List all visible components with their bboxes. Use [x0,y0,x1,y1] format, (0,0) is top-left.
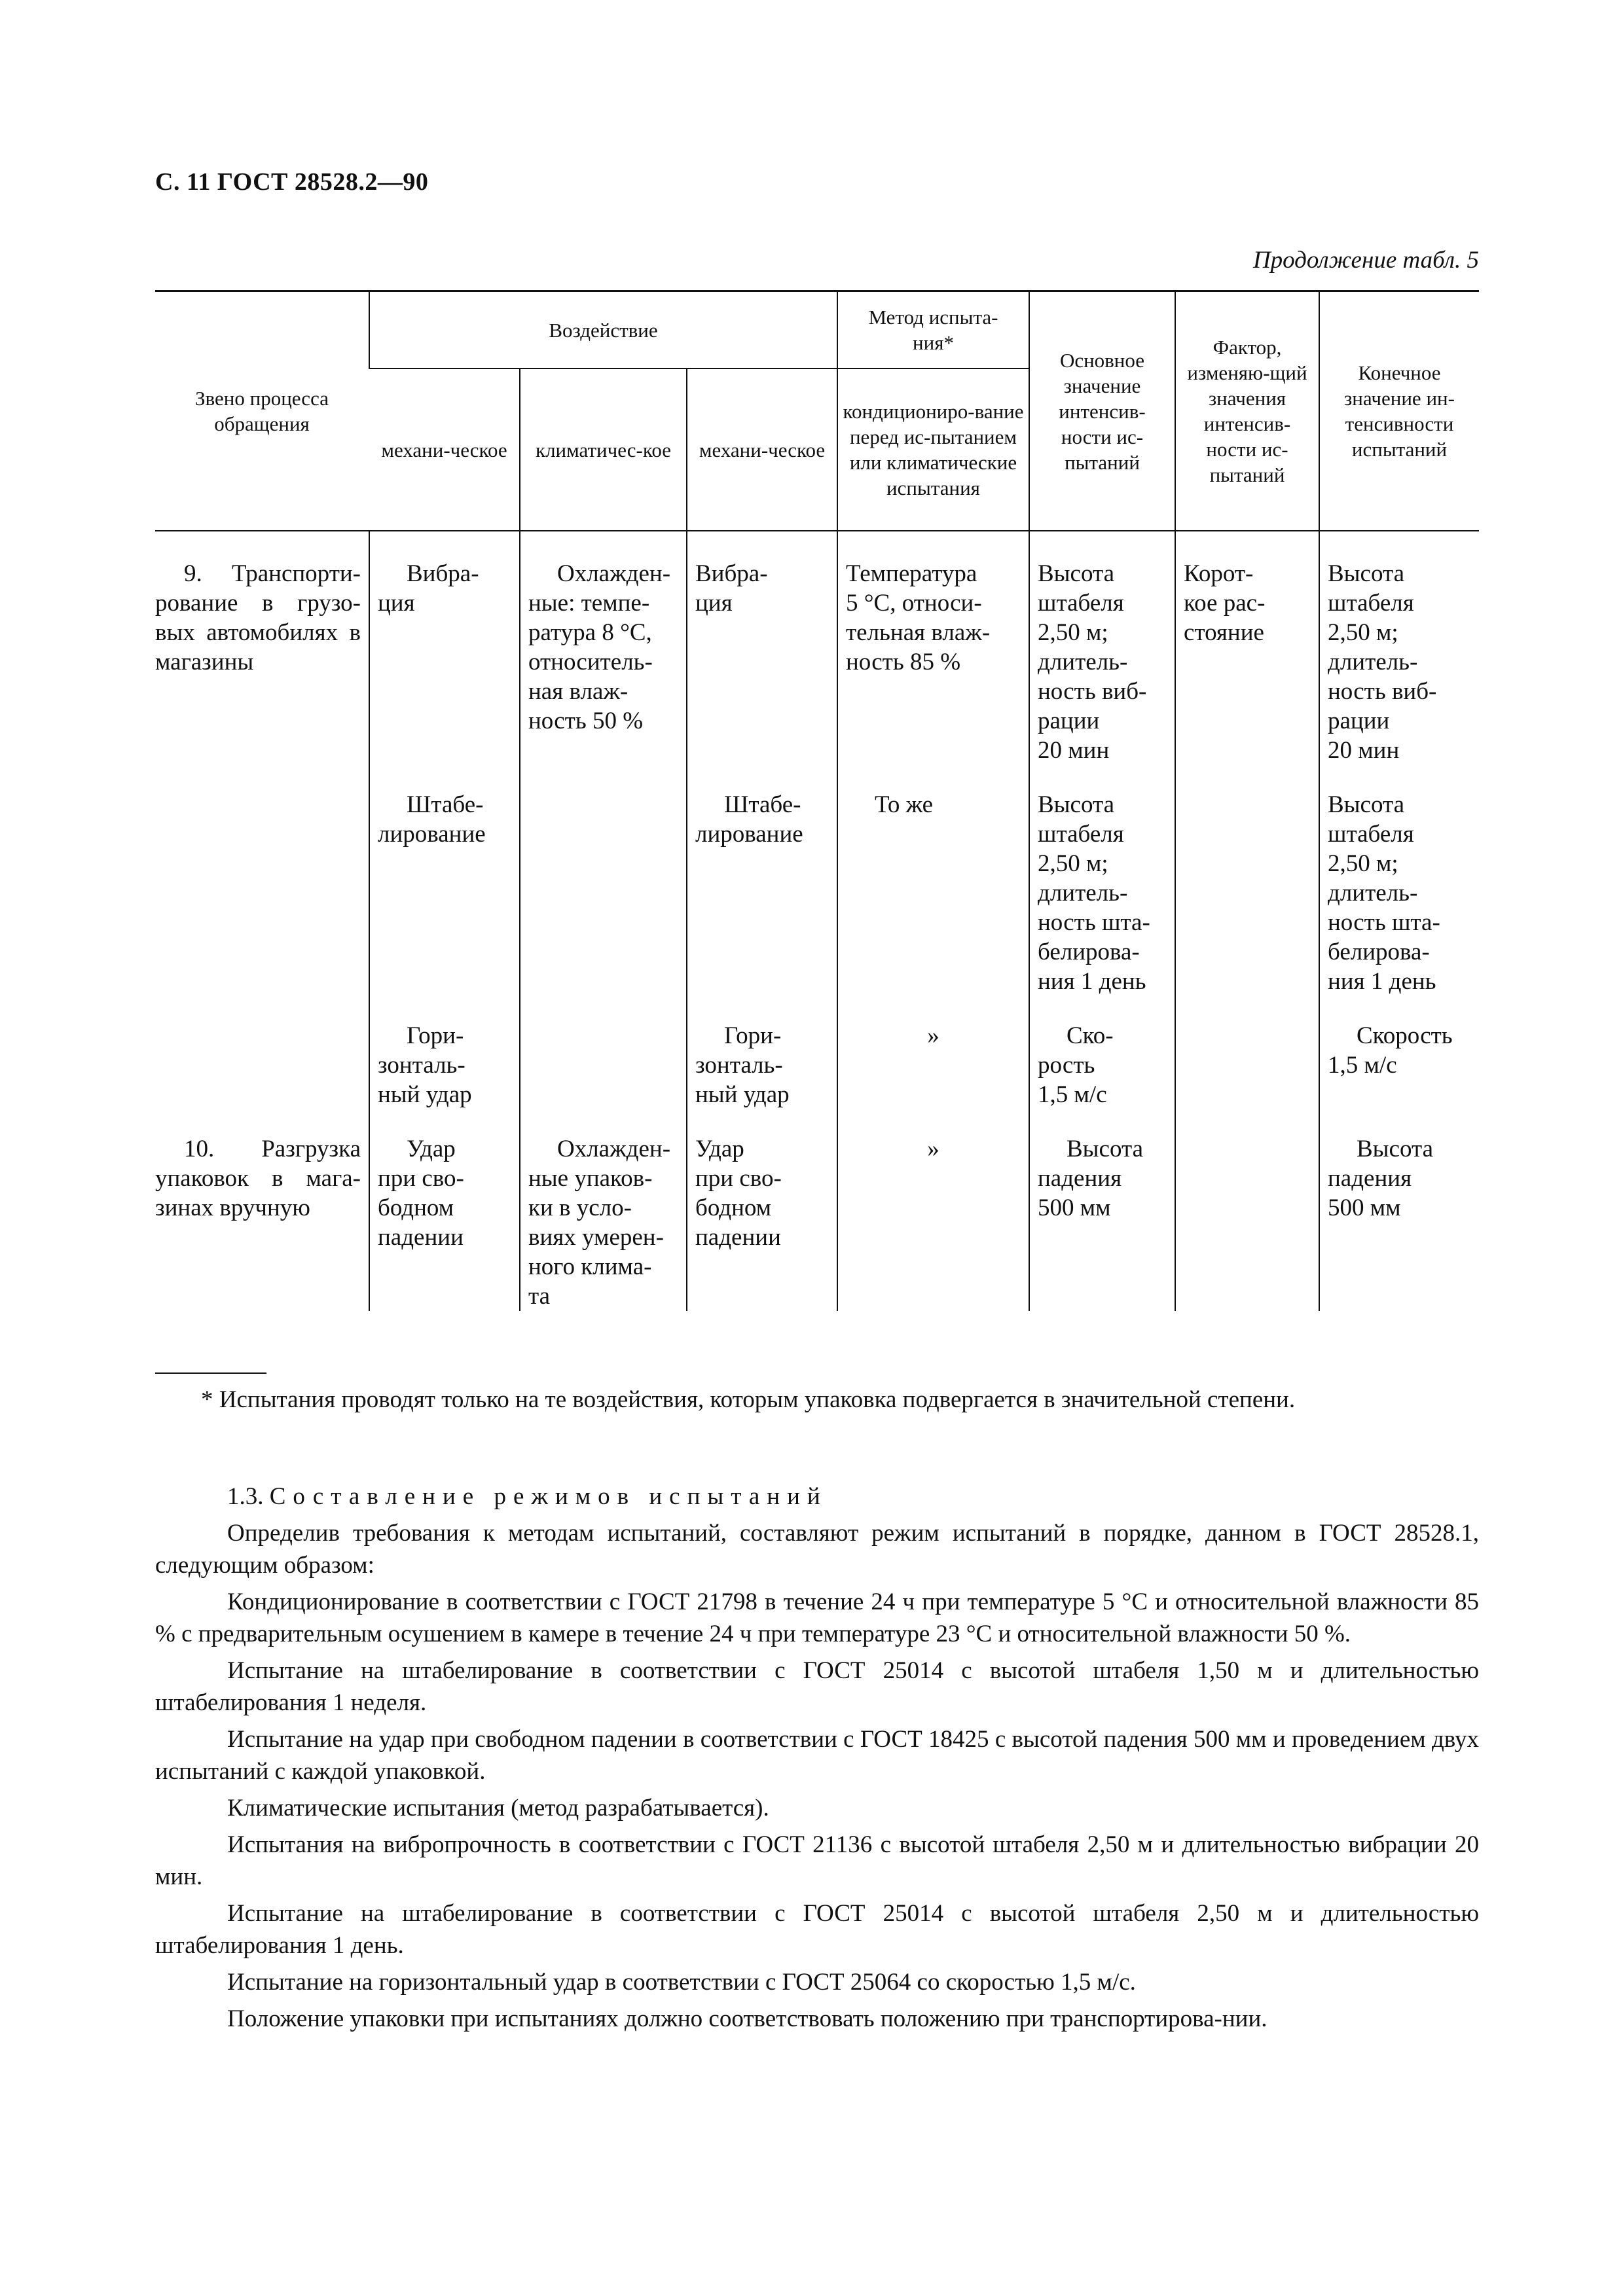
cell-factor [1175,1134,1319,1311]
paragraph: Испытания на вибропрочность в соответствии с ГОСТ 21136 с высотой штабеля 2,50 м и длительностью вибрации 20 мин. [155,1831,1479,1890]
table-row [155,790,1479,1021]
cell-final-value: Высота падения 500 мм [1319,1134,1479,1311]
cell-stage [155,1021,369,1134]
cell-climatic [520,790,687,1021]
col-header-base-value: Основное значение интенсив-ности ис-пытаний [1029,291,1175,531]
cell-base-value: Ско- рость 1,5 м/с [1029,1021,1175,1134]
cell-climatic: Охлажден- ные: темпе- ратура 8 °С, относитель- ная влаж- ность 50 % [520,531,687,790]
cell-final-value: Высота штабеля 2,50 м; длитель- ность шта- белирова- ния 1 день [1319,790,1479,1021]
col-header-method: Метод испыта- ния* [837,291,1029,369]
paragraph: Положение упаковки при испытаниях должно соответствовать положению при транспортирова-нии. [227,2005,1267,2032]
col-header-factor: Фактор, изменяю-щий значения интенсив-ности ис-пытаний [1175,291,1319,531]
col-header-impact: Воздействие [369,291,837,369]
table-row [155,1021,1479,1134]
paragraph: Испытание на горизонтальный удар в соответствии с ГОСТ 25064 со скоростью 1,5 м/с. [227,1969,1136,1996]
paragraph: Испытание на удар при свободном падении в соответствии с ГОСТ 18425 с высотой падения 500 мм и проведением двух испытаний с каждой упаковкой. [155,1726,1479,1785]
cell-base-value: Высота штабеля 2,50 м; длитель- ность шта- белирова- ния 1 день [1029,790,1175,1021]
cell-stage: 10. Разгрузка упаковок в мага-зинах вручную [155,1136,361,1221]
cell-mechanical-1: Гори- зонталь- ный удар [369,1021,520,1134]
cell-factor [1175,1021,1319,1134]
cell-method: То же [837,790,1029,1021]
cell-base-value: Высота штабеля 2,50 м; длитель- ность виб- рации 20 мин [1029,531,1175,790]
footnote-divider [155,1372,266,1374]
cell-mechanical-2: Вибра- ция [687,531,837,790]
paragraph: Испытание на штабелирование в соответствии с ГОСТ 25014 с высотой штабеля 1,50 м и длительностью штабелирования 1 неделя. [155,1657,1479,1716]
cell-final-value: Высота штабеля 2,50 м; длитель- ность виб- рации 20 мин [1319,531,1479,790]
cell-final-value: Скорость 1,5 м/с [1319,1021,1479,1134]
section-body [155,1480,1479,2039]
cell-stage: 9. Транспорти-рование в грузо-вых автомобилях в магазины [155,560,361,675]
subheader-climatic: климатичес-кое [520,368,687,531]
cell-mechanical-2: Удар при сво- бодном падении [687,1134,837,1311]
cell-method: Температура 5 °С, относи- тельная влаж- ность 85 % [837,531,1029,790]
paragraph: Испытание на штабелирование в соответствии с ГОСТ 25014 с высотой штабеля 2,50 м и длительностью штабелирования 1 день. [155,1900,1479,1959]
page-header: С. 11 ГОСТ 28528.2—90 [155,168,429,196]
cell-base-value: Высота падения 500 мм [1029,1134,1175,1311]
requirements-table [155,290,1479,1311]
paragraph: Климатические испытания (метод разрабатывается). [227,1795,769,1821]
cell-mechanical-2: Гори- зонталь- ный удар [687,1021,837,1134]
cell-method: » [837,1021,1029,1134]
cell-climatic: Охлажден- ные упаков- ки в усло- виях умерен- ного клима- та [520,1134,687,1311]
paragraph: Определив требования к методам испытаний, составляют режим испытаний в порядке, данном в ГОСТ 28528.1, следующим образом: [155,1520,1479,1579]
cell-mechanical-2: Штабе- лирование [687,790,837,1021]
subheader-mechanical-2: механи-ческое [687,368,837,531]
cell-factor [1175,790,1319,1021]
section-heading: 1.3. Составление режимов испытаний [227,1483,828,1510]
col-header-stage: Звено процесса обращения [195,387,329,435]
col-header-final-value: Конечное значение ин-тенсивности испытаний [1319,291,1479,531]
cell-stage [155,790,369,1021]
cell-method: » [837,1134,1029,1311]
footnote: * Испытания проводят только на те воздействия, которым упаковка подвергается в значительной степени. [201,1386,1296,1413]
table-row [155,531,1479,790]
cell-mechanical-1: Удар при сво- бодном падении [369,1134,520,1311]
subheader-mechanical-1: механи-ческое [381,438,507,461]
table-continuation-label: Продолжение табл. 5 [1252,247,1479,274]
subheader-conditioning: кондициониро-вание перед ис-пытанием или климатические испытания [837,368,1029,531]
table-row [155,1134,1479,1311]
cell-factor: Корот- кое рас- стояние [1175,531,1319,790]
paragraph: Кондиционирование в соответствии с ГОСТ 21798 в течение 24 ч при температуре 5 °С и относительной влажности 85 % с предварительным осушением в камере в течение 24 ч при температуре 23 °С и относительной влажности 50 %. [155,1588,1479,1647]
cell-mechanical-1: Вибра- ция [369,531,520,790]
cell-mechanical-1: Штабе- лирование [369,790,520,1021]
cell-climatic [520,1021,687,1134]
